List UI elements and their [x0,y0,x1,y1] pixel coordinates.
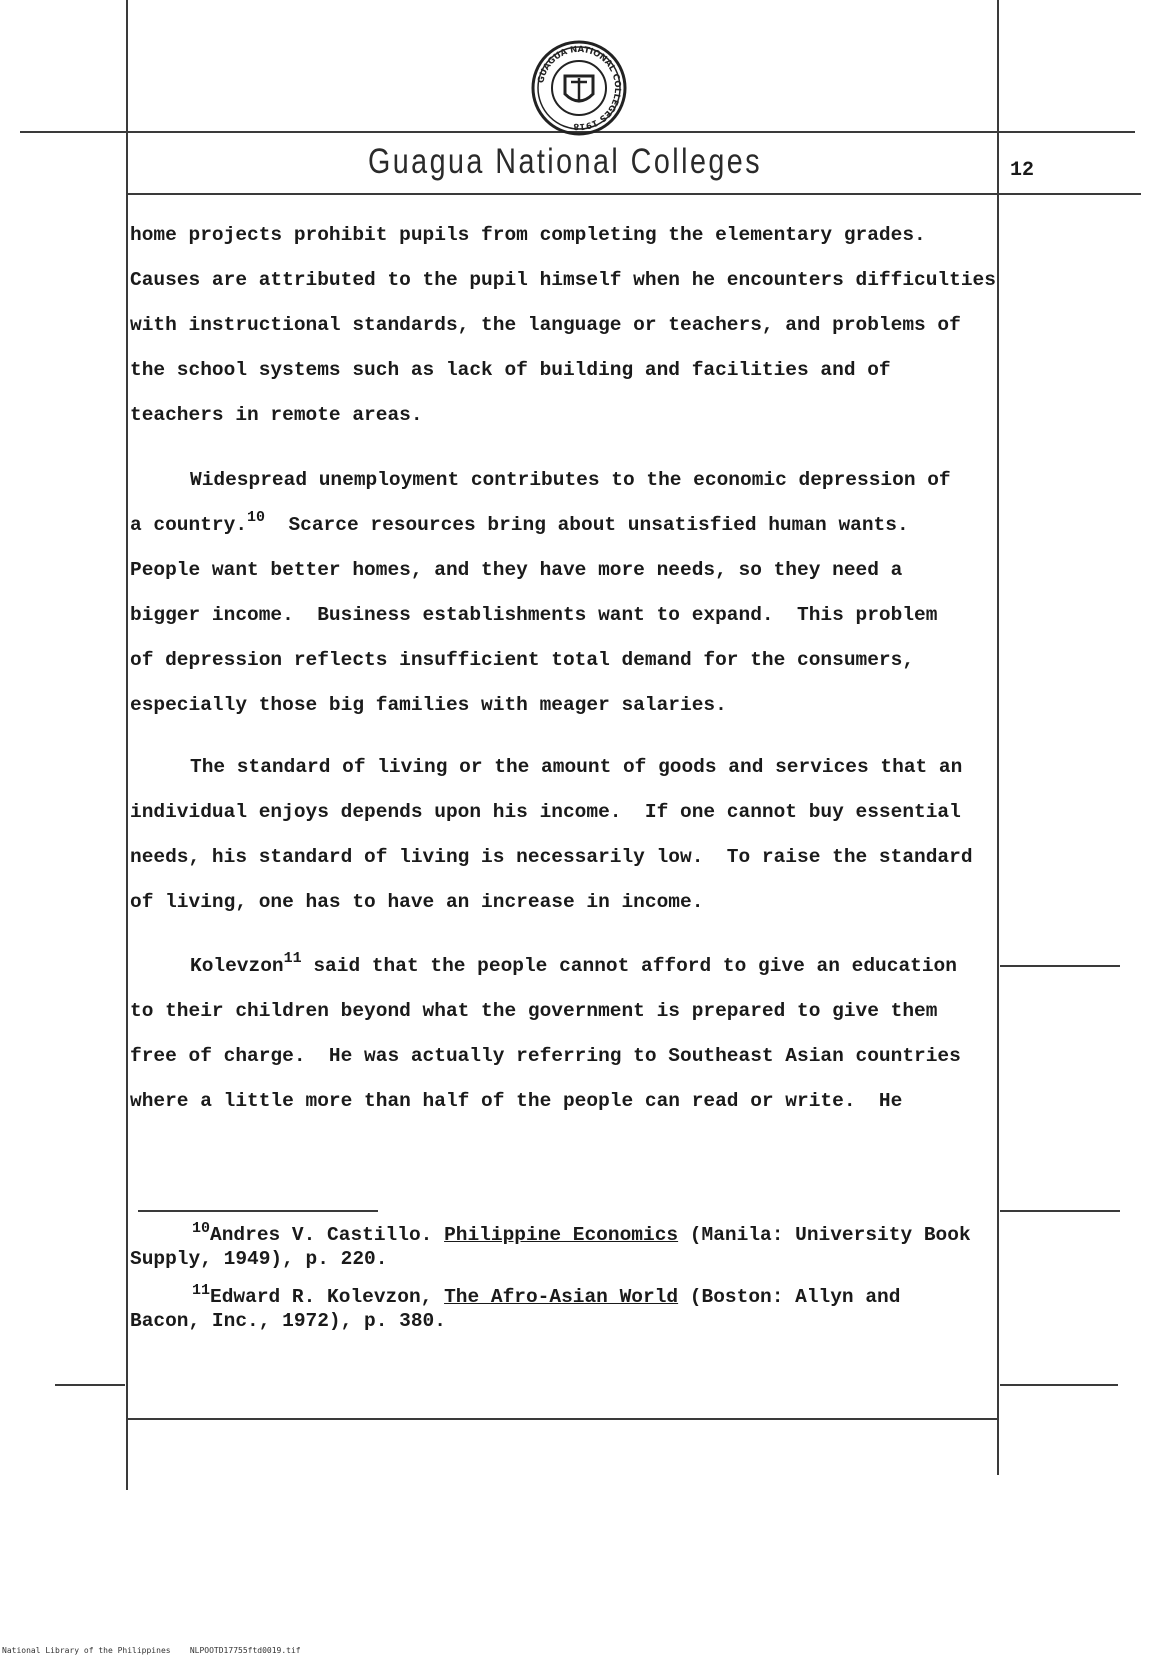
footnote-number: 11 [192,1282,211,1299]
footnote-author: Edward R. Kolevzon, [210,1286,445,1308]
svg-text:GUAGUA NATIONAL COLLEGES 1918: GUAGUA NATIONAL COLLEGES 1918 [536,44,623,132]
text-line: the school systems such as lack of building and facilities and of [130,359,891,381]
paragraph: The standard of living or the amount of goods and services that an individual enjoys depends upon his income. If one cannot buy essential needs, his standard of living is necessarily low. To raise the standard of living, one has to have an increase in income. [130,756,973,913]
footnote-details: (Manila: University Book Supply, 1949), p. 220. [130,1224,971,1270]
text-line: Causes are attributed to the pupil himself when he encounters difficulties [130,269,996,291]
footnote-title: The Afro-Asian World [444,1286,679,1308]
college-seal [531,40,627,136]
page-number: 12 [1010,159,1035,182]
lower-margin-rule [55,1384,125,1386]
paragraph-text: Scarce resources bring about unsatisfied human wants. People want better homes, and they have more needs, so they need a bigger income. Business establishments want to expand. This problem of depression reflects insufficient total demand for the consumers, especially those big families with meager salaries. [130,514,938,716]
library-credit: National Library of the Philippines [2,1646,171,1655]
lower-margin-rule [126,1418,999,1420]
paragraph-text: Widespread unemployment contributes to the economic depression of a country. [130,469,951,536]
scan-filename: NLPOOTD17755ftd0019.tif [189,1646,301,1655]
footnotes [130,1217,1010,1341]
text-line: teachers in remote areas. [130,404,423,426]
footnote-reference: 11 [283,950,302,967]
footnote-author: Andres V. Castillo. [210,1224,445,1246]
paragraph [130,944,1010,1124]
text-line: home projects prohibit pupils from completing the elementary grades. [130,224,926,246]
paragraph [130,458,1010,728]
left-margin-rule [126,0,128,1490]
paragraph [130,213,1010,438]
footnote-details: (Boston: Allyn and Bacon, Inc., 1972), p. 380. [130,1286,901,1332]
footnote-number: 10 [192,1220,211,1237]
paragraph-text: Kolevzon [190,955,284,977]
college-seal-emblem [531,40,627,136]
college-name: Guagua National Colleges [367,142,763,181]
footnote-reference: 10 [247,509,266,526]
paragraph-text: said that the people cannot afford to give an education to their children beyond what the government is prepared to give them free of charge. He was actually referring to Southeast Asian countries where a little more than half of the people can read or write. He [130,955,961,1112]
footnote-separator [138,1210,378,1212]
text-line: with instructional standards, the language or teachers, and problems of [130,314,961,336]
right-margin-mark [1000,965,1120,967]
footnote [130,1279,1010,1333]
lower-margin-rule [1000,1384,1118,1386]
header-bottom-rule [126,193,1141,195]
right-margin-mark [1000,1210,1120,1212]
footnote-title: Philippine Economics [444,1224,679,1246]
scan-footer [2,1646,301,1655]
footnote [130,1217,1010,1271]
